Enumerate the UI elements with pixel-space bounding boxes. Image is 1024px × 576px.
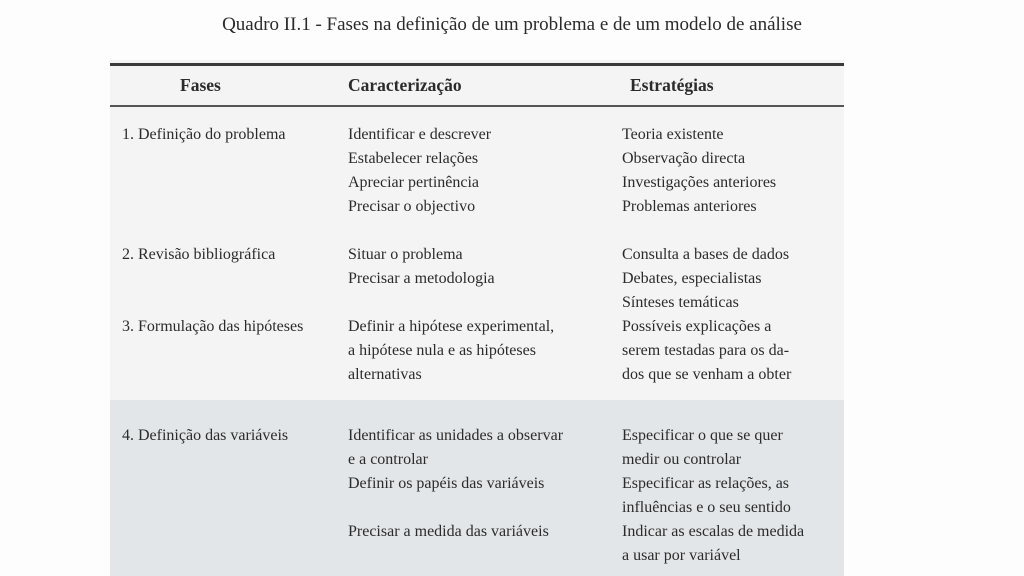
row-4-est-line: medir ou controlar [622,451,742,468]
row-3-car-line: alternativas [348,366,422,383]
row-2-estrategias [622,243,789,315]
row-4-car-line: Identificar as unidades a observar [348,427,564,444]
row-4-est-line: a usar por variável [622,547,741,564]
row-3-estrategias [622,315,791,387]
row-3-caracterizacao [348,315,554,387]
row-4-caracterizacao [348,424,563,544]
row-1-estrategias [622,123,776,219]
row-1-car-line: Apreciar pertinência [348,174,480,191]
row-1-car-line: Precisar o objectivo [348,198,476,215]
row-2-car-line: Precisar a metodologia [348,270,495,287]
row-2-fase: 2. Revisão bibliográfica [122,246,276,263]
row-1-est-line: Teoria existente [622,126,724,143]
row-2-est-line: Sínteses temáticas [622,294,739,311]
row-4-fase: 4. Definição das variáveis [122,427,289,444]
row-1-car-line: Estabelecer relações [348,150,479,167]
phases-table [110,60,844,576]
row-2-caracterizacao [348,243,495,291]
row-4-car-line: e a controlar [348,451,428,468]
row-1-est-line: Investigações anteriores [622,174,777,191]
row-4-est-line: Especificar as relações, as [622,475,790,492]
row-3-est-line: Possíveis explicações a [622,318,772,335]
header-estrategias: Estratégias [630,75,714,95]
row-4-car-line: Precisar a medida das variáveis [348,523,549,540]
row-4-est-line: Indicar as escalas de medida [622,523,805,540]
row-4-car-line: Definir os papéis das variáveis [348,475,545,492]
row-2-est-line: Consulta a bases de dados [622,246,790,263]
table-header-rule [110,105,844,107]
row-3-est-line: serem testadas para os da- [622,342,790,359]
header-fases: Fases [180,75,221,95]
header-caracterizacao: Caracterização [348,75,462,95]
row-4-est-line: Especificar o que se quer [622,427,783,444]
row-3-est-line: dos que se venham a obter [622,366,792,383]
table-top-rule [110,63,844,66]
row-1-fase: 1. Definição do problema [122,126,286,143]
table-caption: Quadro II.1 - Fases na definição de um problema e de um modelo de análise [222,14,802,35]
row-1-caracterizacao [348,123,491,219]
row-3-fase: 3. Formulação das hipóteses [122,318,304,335]
row-3-car-line: a hipótese nula e as hipóteses [348,342,536,359]
row-3-car-line: Definir a hipótese experimental, [348,318,555,335]
row-1-est-line: Observação directa [622,150,746,167]
row-1-car-line: Identificar e descrever [348,126,492,143]
row-4-est-line: influências e o seu sentido [622,499,791,516]
row-4-car-line [348,496,563,520]
row-4-estrategias [622,424,804,568]
row-1-est-line: Problemas anteriores [622,198,757,215]
row-2-est-line: Debates, especialistas [622,270,762,287]
row-2-car-line: Situar o problema [348,246,463,263]
